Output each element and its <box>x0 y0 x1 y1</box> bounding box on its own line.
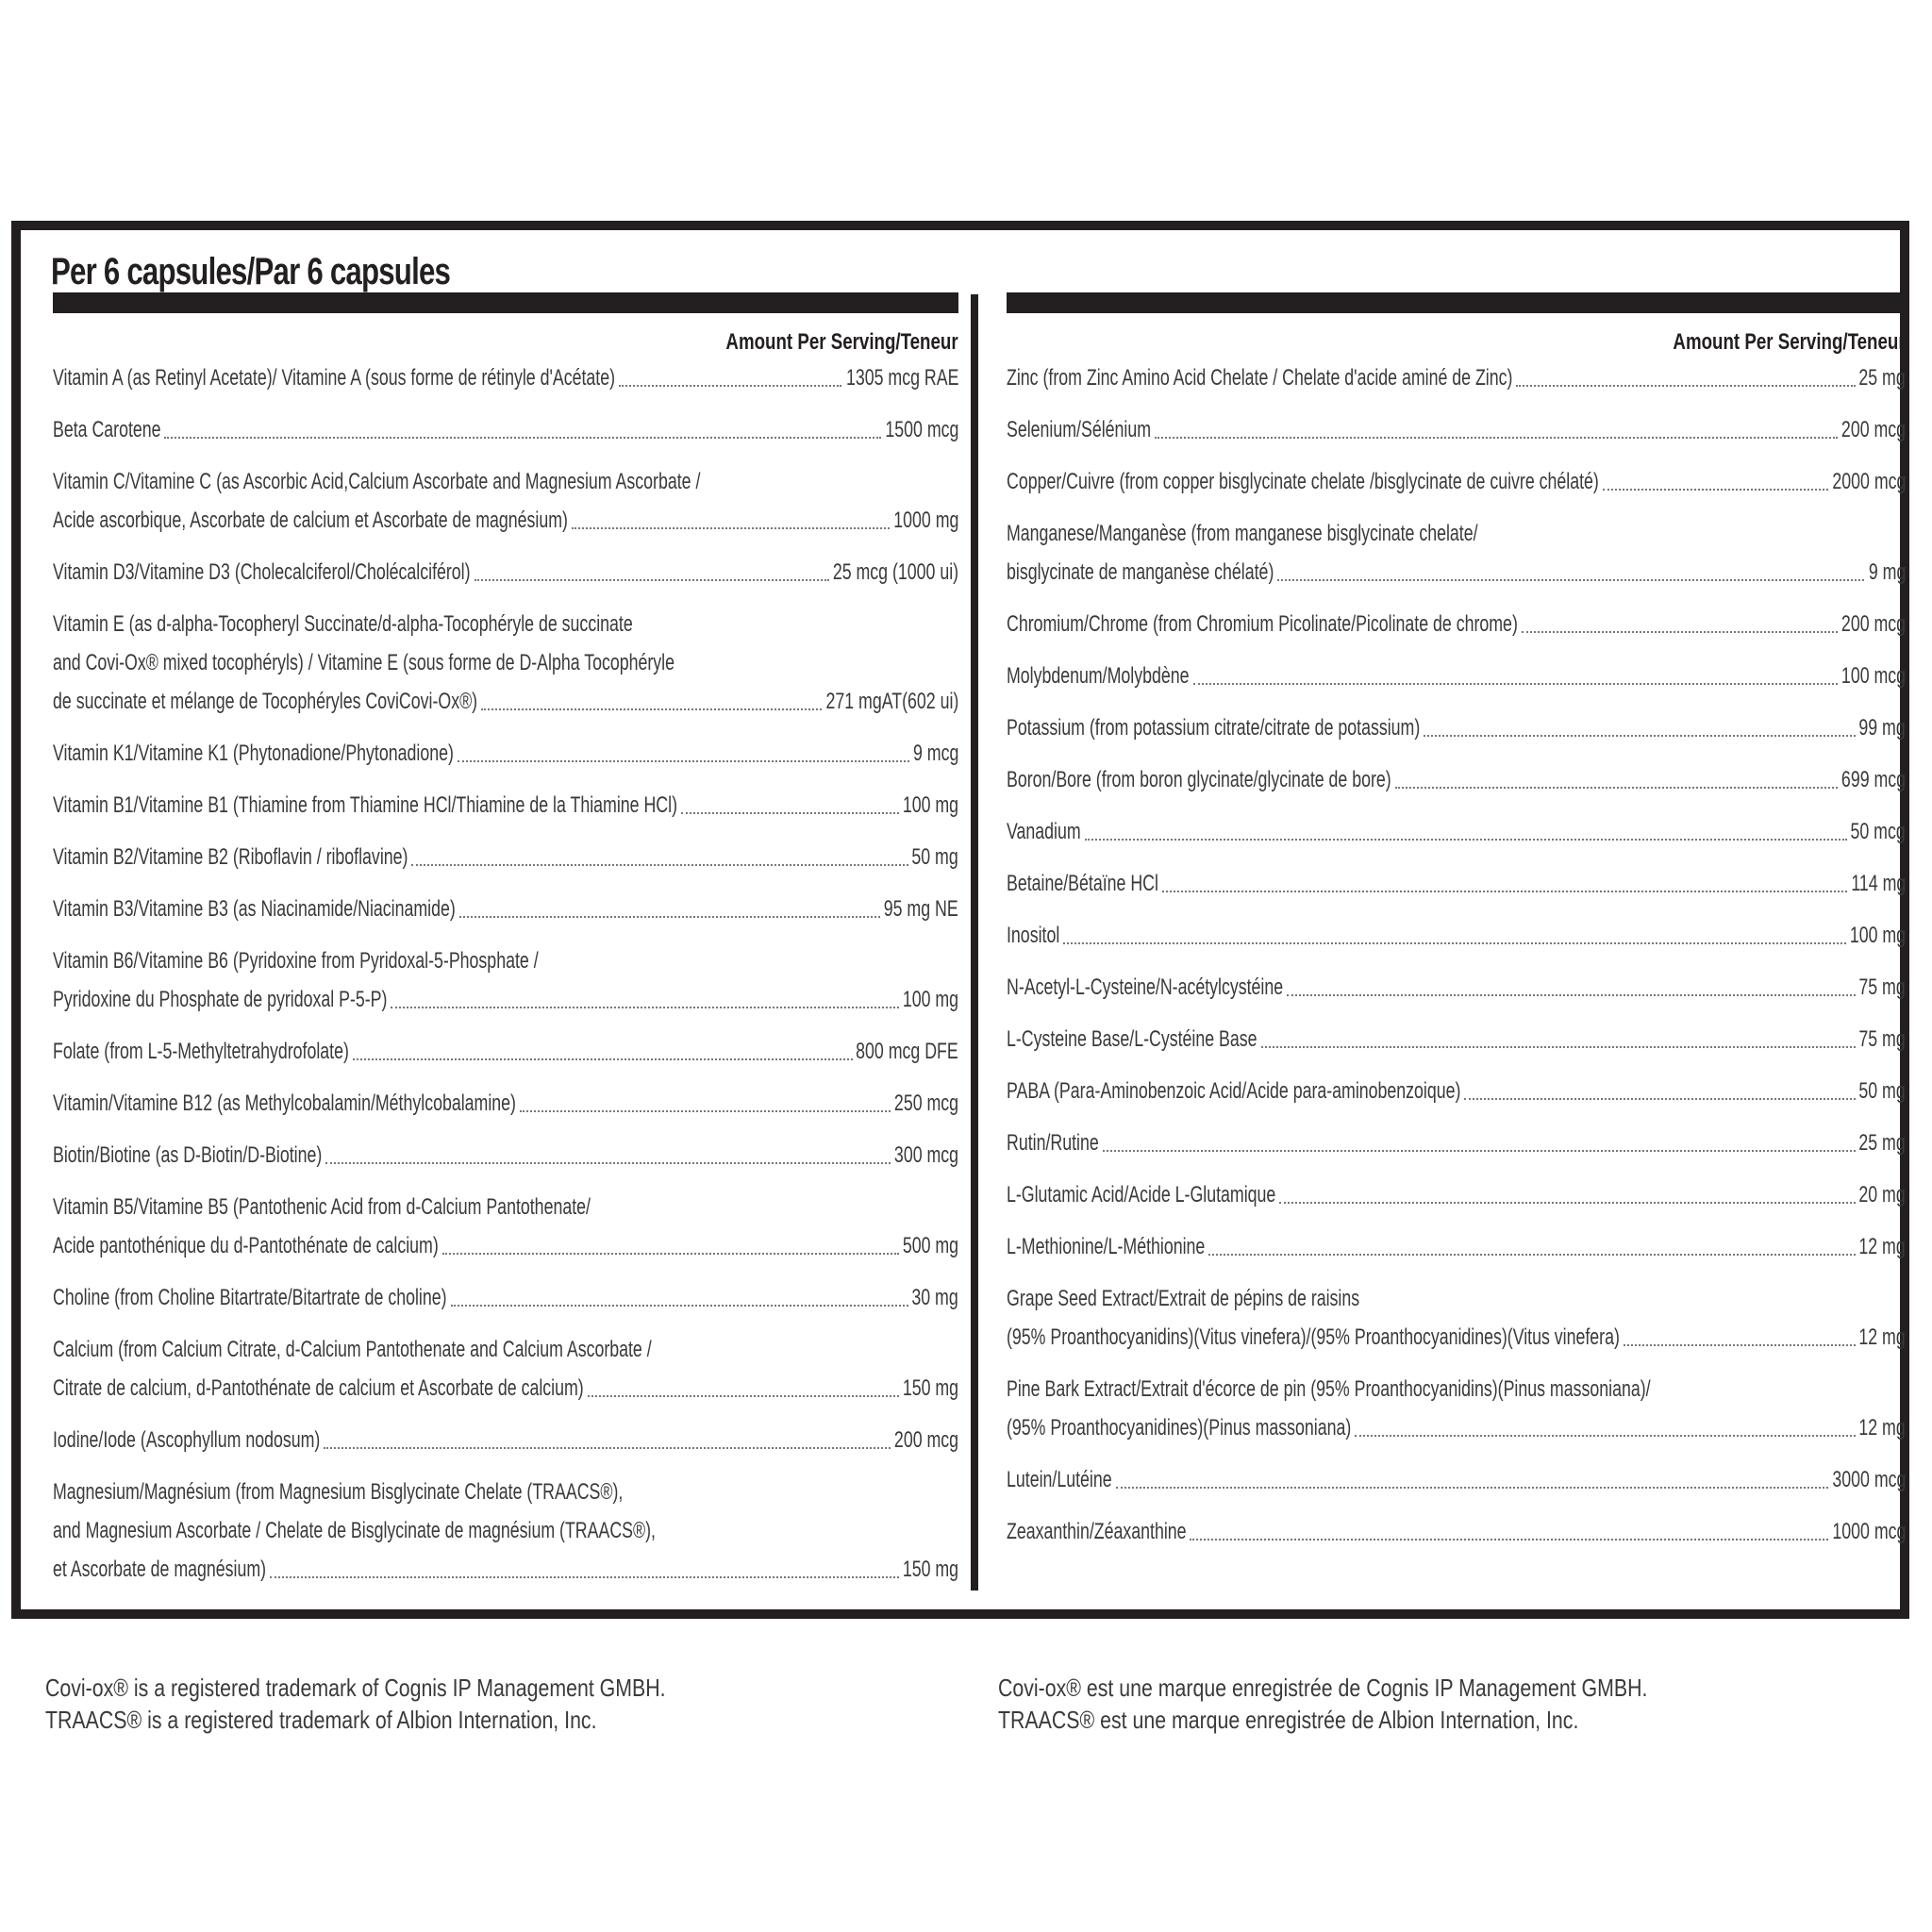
nutrient-line <box>53 980 958 1019</box>
nutrient-row <box>1007 358 1906 397</box>
nutrient-amount: 699 mcg <box>1840 767 1906 792</box>
nutrient-row <box>1007 410 1906 449</box>
nutrient-line <box>53 358 958 397</box>
nutrient-name: L-Cysteine Base/L-Cystéine Base <box>1007 1026 1257 1052</box>
nutrient-line <box>53 941 958 980</box>
nutrient-amount: 100 mg <box>1849 923 1906 948</box>
nutrient-name: (95% Proanthocyanidines)(Pinus massoniana) <box>1007 1415 1352 1441</box>
nutrient-line <box>53 605 958 643</box>
nutrient-amount: 200 mcg <box>893 1427 958 1453</box>
nutrient-name: Boron/Bore (from boron glycinate/glycinate de bore) <box>1007 767 1391 792</box>
nutrient-row <box>53 1421 958 1459</box>
dot-leader <box>588 1395 899 1397</box>
dot-leader <box>324 1447 891 1449</box>
nutrient-line <box>1007 514 1906 553</box>
nutrient-row <box>1007 1227 1906 1266</box>
nutrient-line <box>53 1278 958 1317</box>
nutrient-name: Lutein/Lutéine <box>1007 1467 1112 1492</box>
dot-leader <box>1116 1487 1828 1489</box>
nutrient-name: Potassium (from potassium citrate/citrate de potassium) <box>1007 715 1421 741</box>
nutrient-name: Citrate de calcium, d-Pantothénate de calcium et Ascorbate de calcium) <box>53 1375 584 1401</box>
trademark-line: TRAACS® est une marque enregistrée de Albion Internation, Inc. <box>998 1706 1579 1734</box>
dot-leader <box>1085 839 1847 841</box>
nutrient-amount: 50 mcg <box>1850 819 1906 844</box>
nutrient-amount: 9 mcg <box>912 741 958 766</box>
dot-leader <box>325 1162 891 1164</box>
nutrient-row <box>1007 1279 1906 1357</box>
nutrient-name: Calcium (from Calcium Citrate, d-Calcium Pantothenate and Calcium Ascorbate / <box>53 1337 652 1362</box>
nutrient-name: and Covi-Ox® mixed tocophéryls) / Vitamine E (sous forme de D-Alpha Tocophéryle <box>53 650 675 675</box>
nutrient-row <box>53 1136 958 1174</box>
right-nutrient-column <box>1007 292 1906 1564</box>
nutrient-row <box>53 941 958 1019</box>
nutrient-amount: 300 mcg <box>893 1142 958 1168</box>
nutrient-name: Zeaxanthin/Zéaxanthine <box>1007 1519 1187 1544</box>
dot-leader <box>1424 735 1855 737</box>
nutrient-line <box>53 1421 958 1459</box>
nutrient-row <box>53 1032 958 1071</box>
nutrient-name: Iodine/Iode (Ascophyllum nodosum) <box>53 1427 321 1453</box>
trademark-line: Covi-ox® est une marque enregistrée de Cognis IP Management GMBH. <box>998 1674 1648 1702</box>
nutrient-line <box>53 553 958 591</box>
nutrient-name: PABA (Para-Aminobenzoic Acid/Acide para-aminobenzoique) <box>1007 1078 1461 1104</box>
nutrient-line <box>1007 760 1906 799</box>
nutrient-line <box>53 838 958 876</box>
dot-leader <box>1624 1344 1856 1346</box>
nutrient-row <box>53 410 958 449</box>
nutrient-name: N-Acetyl-L-Cysteine/N-acétylcystéine <box>1007 974 1284 1000</box>
nutrient-name: Copper/Cuivre (from copper bisglycinate chelate /bisglycinate de cuivre chélaté) <box>1007 469 1599 494</box>
nutrient-amount: 1500 mcg <box>884 417 958 442</box>
nutrient-line <box>1007 1460 1906 1499</box>
nutrient-name: Vanadium <box>1007 819 1081 844</box>
dot-leader <box>411 864 908 866</box>
nutrient-line <box>53 462 958 501</box>
nutrient-line <box>1007 410 1906 449</box>
nutrient-name: and Magnesium Ascorbate / Chelate de Bisglycinate de magnésium (TRAACS®), <box>53 1518 656 1543</box>
dot-leader <box>1516 385 1855 387</box>
dot-leader <box>458 760 909 762</box>
dot-leader <box>1277 579 1864 581</box>
nutrient-name: Vitamin B1/Vitamine B1 (Thiamine from Thiamine HCl/Thiamine de la Thiamine HCl) <box>53 792 677 818</box>
nutrient-amount: 250 mcg <box>893 1091 958 1116</box>
nutrient-line <box>1007 657 1906 695</box>
dot-leader <box>1464 1098 1855 1100</box>
nutrient-line <box>1007 605 1906 643</box>
nutrient-line <box>1007 1072 1906 1110</box>
dot-leader <box>520 1110 891 1112</box>
nutrient-name: de succinate et mélange de Tocophéryles CoviCovi-Ox®) <box>53 689 478 714</box>
nutrient-amount: 100 mg <box>902 987 958 1012</box>
dot-leader <box>451 1305 908 1307</box>
supplement-facts-panel <box>11 221 1909 1619</box>
header-bar <box>1007 292 1906 313</box>
nutrient-line <box>1007 916 1906 955</box>
nutrient-amount: 25 mg <box>1858 365 1906 391</box>
nutrient-amount: 271 mgAT(602 ui) <box>825 689 958 714</box>
nutrient-name: Beta Carotene <box>53 417 161 442</box>
dot-leader <box>572 527 890 529</box>
nutrient-amount: 20 mg <box>1858 1182 1906 1208</box>
nutrient-amount: 30 mg <box>911 1285 958 1310</box>
nutrient-row <box>53 838 958 876</box>
nutrient-row <box>1007 462 1906 501</box>
nutrient-name: et Ascorbate de magnésium) <box>53 1557 267 1582</box>
nutrient-amount: 99 mg <box>1858 715 1906 741</box>
nutrient-name: Vitamin/Vitamine B12 (as Methylcobalamin/Méthylcobalamine) <box>53 1091 516 1116</box>
nutrient-row <box>53 1278 958 1317</box>
dot-leader <box>459 916 880 918</box>
dot-leader <box>1063 942 1845 944</box>
nutrient-row <box>1007 657 1906 695</box>
nutrient-line <box>53 1084 958 1123</box>
nutrient-line <box>53 1136 958 1174</box>
nutrient-line <box>53 643 958 682</box>
nutrient-row <box>53 786 958 824</box>
nutrient-row <box>1007 1072 1906 1110</box>
dot-leader <box>1190 1539 1827 1541</box>
nutrient-amount: 2000 mcg <box>1831 469 1906 494</box>
nutrient-line <box>1007 1227 1906 1266</box>
nutrient-line <box>1007 864 1906 903</box>
nutrient-amount: 200 mcg <box>1840 417 1906 442</box>
nutrient-row <box>1007 605 1906 643</box>
nutrient-line <box>53 501 958 540</box>
nutrient-row <box>1007 812 1906 851</box>
nutrient-name: Inositol <box>1007 923 1060 948</box>
nutrient-amount: 100 mg <box>902 792 958 818</box>
dot-leader <box>1162 891 1847 892</box>
dot-leader <box>442 1253 899 1255</box>
nutrient-row <box>53 553 958 591</box>
nutrient-name: Acide ascorbique, Ascorbate de calcium et Ascorbate de magnésium) <box>53 508 568 533</box>
nutrient-line <box>1007 1175 1906 1214</box>
left-nutrient-column <box>53 292 958 1602</box>
nutrient-line <box>53 1473 958 1511</box>
nutrient-line <box>1007 1279 1906 1318</box>
nutrient-name: Vitamin B5/Vitamine B5 (Pantothenic Acid from d-Calcium Pantothenate/ <box>53 1194 591 1220</box>
nutrient-list-right <box>1007 358 1906 1551</box>
nutrient-name: Zinc (from Zinc Amino Acid Chelate / Chelate d'acide aminé de Zinc) <box>1007 365 1513 391</box>
dot-leader <box>164 437 880 439</box>
nutrient-amount: 12 mg <box>1858 1324 1906 1350</box>
nutrient-line <box>53 1511 958 1550</box>
nutrient-amount: 25 mcg (1000 ui) <box>832 559 958 585</box>
nutrient-line <box>1007 812 1906 851</box>
nutrient-row <box>53 1084 958 1123</box>
dot-leader <box>619 385 841 387</box>
nutrient-amount: 200 mcg <box>1840 611 1906 637</box>
nutrient-name: Choline (from Choline Bitartrate/Bitartrate de choline) <box>53 1285 447 1310</box>
header-bar <box>53 292 958 313</box>
nutrient-name: Folate (from L-5-Methyltetrahydrofolate) <box>53 1039 349 1064</box>
nutrient-line <box>1007 358 1906 397</box>
nutrient-line <box>53 1369 958 1407</box>
nutrient-name: Grape Seed Extract/Extrait de pépins de raisins <box>1007 1286 1360 1311</box>
nutrient-line <box>1007 553 1906 591</box>
nutrient-amount: 95 mg NE <box>884 896 958 922</box>
nutrient-name: Vitamin K1/Vitamine K1 (Phytonadione/Phytonadione) <box>53 741 454 766</box>
amount-per-serving-header <box>1007 326 1906 358</box>
nutrient-name: Acide pantothénique du d-Pantothénate de calcium) <box>53 1233 439 1258</box>
nutrient-line <box>53 786 958 824</box>
nutrient-line <box>53 1330 958 1369</box>
nutrient-row <box>1007 916 1906 955</box>
serving-size-title: Per 6 capsules/Par 6 capsules <box>51 251 451 292</box>
nutrient-row <box>1007 1370 1906 1447</box>
dot-leader <box>1155 437 1838 439</box>
nutrient-name: Rutin/Rutine <box>1007 1130 1099 1156</box>
nutrient-line <box>1007 968 1906 1007</box>
nutrient-line <box>1007 1124 1906 1162</box>
trademark-notice-english <box>45 1672 802 1736</box>
nutrient-amount: 150 mg <box>902 1557 958 1582</box>
dot-leader <box>353 1058 853 1060</box>
nutrient-line <box>1007 1020 1906 1058</box>
nutrient-amount: 50 mg <box>911 844 958 870</box>
nutrient-row <box>1007 1512 1906 1551</box>
nutrient-name: L-Methionine/L-Méthionine <box>1007 1234 1206 1259</box>
column-divider <box>971 294 978 1591</box>
nutrient-row <box>1007 1124 1906 1162</box>
nutrient-amount: 500 mg <box>902 1233 958 1258</box>
nutrient-name: Betaine/Bétaïne HCl <box>1007 871 1158 896</box>
dot-leader <box>1103 1150 1856 1152</box>
nutrient-row <box>1007 760 1906 799</box>
nutrient-name: Pyridoxine du Phosphate de pyridoxal P-5-P) <box>53 987 388 1012</box>
nutrient-name: Vitamin B6/Vitamine B6 (Pyridoxine from Pyridoxal-5-Phosphate / <box>53 948 539 974</box>
nutrient-amount: 114 mg <box>1851 871 1906 896</box>
nutrient-name: Vitamin B3/Vitamine B3 (as Niacinamide/Niacinamide) <box>53 896 456 922</box>
nutrient-line <box>53 682 958 721</box>
nutrient-line <box>1007 1370 1906 1408</box>
dot-leader <box>1395 787 1838 789</box>
nutrient-name: Vitamin D3/Vitamine D3 (Cholecalciferol/Cholécalciférol) <box>53 559 471 585</box>
nutrient-row <box>1007 864 1906 903</box>
dot-leader <box>391 1007 898 1008</box>
nutrient-amount: 50 mg <box>1858 1078 1906 1104</box>
nutrient-amount: 150 mg <box>902 1375 958 1401</box>
nutrient-name: Pine Bark Extract/Extrait d'écorce de pin (95% Proanthocyanidins)(Pinus massoniana)/ <box>1007 1376 1651 1402</box>
nutrient-row <box>53 358 958 397</box>
nutrient-amount: 12 mg <box>1858 1415 1906 1441</box>
nutrient-row <box>53 1473 958 1589</box>
nutrient-line <box>1007 708 1906 747</box>
nutrient-name: Biotin/Biotine (as D-Biotin/D-Biotine) <box>53 1142 323 1168</box>
nutrient-amount: 75 mg <box>1858 974 1906 1000</box>
nutrient-amount: 12 mg <box>1858 1234 1906 1259</box>
nutrient-row <box>53 890 958 928</box>
nutrient-amount: 800 mcg DFE <box>856 1039 958 1064</box>
nutrient-row <box>53 605 958 721</box>
nutrient-line <box>53 890 958 928</box>
nutrient-row <box>1007 968 1906 1007</box>
nutrient-amount: 9 mg <box>1868 559 1906 585</box>
trademark-notice-french <box>998 1672 1790 1736</box>
nutrient-amount: 1000 mg <box>892 508 958 533</box>
dot-leader <box>1287 994 1856 996</box>
nutrient-line <box>53 1032 958 1071</box>
dot-leader <box>1193 683 1838 685</box>
dot-leader <box>1522 631 1838 633</box>
trademark-line: TRAACS® is a registered trademark of Albion Internation, Inc. <box>45 1706 597 1734</box>
trademark-line: Covi-ox® is a registered trademark of Cognis IP Management GMBH. <box>45 1674 666 1702</box>
nutrient-name: Chromium/Chrome (from Chromium Picolinate/Picolinate de chrome) <box>1007 611 1518 637</box>
nutrient-name: L-Glutamic Acid/Acide L-Glutamique <box>1007 1182 1276 1208</box>
nutrient-row <box>53 462 958 540</box>
nutrient-row <box>1007 1460 1906 1499</box>
nutrient-amount: 3000 mcg <box>1831 1467 1906 1492</box>
amount-per-serving-label: Amount Per Serving/Teneur <box>725 329 958 355</box>
nutrient-name: Molybdenum/Molybdène <box>1007 663 1190 689</box>
nutrient-name: Vitamin C/Vitamine C (as Ascorbic Acid,Calcium Ascorbate and Magnesium Ascorbate / <box>53 469 701 494</box>
nutrient-line <box>1007 1512 1906 1551</box>
nutrient-row <box>1007 514 1906 591</box>
nutrient-line <box>53 1188 958 1226</box>
nutrient-name: Vitamin E (as d-alpha-Tocopheryl Succinate/d-alpha-Tocophéryle de succinate <box>53 611 633 637</box>
nutrient-line <box>1007 462 1906 501</box>
nutrient-row <box>53 1188 958 1265</box>
amount-per-serving-header <box>53 326 958 358</box>
dot-leader <box>270 1576 899 1578</box>
nutrient-name: Magnesium/Magnésium (from Magnesium Bisglycinate Chelate (TRAACS®), <box>53 1479 624 1505</box>
nutrient-name: Manganese/Manganèse (from manganese bisglycinate chelate/ <box>1007 521 1478 546</box>
nutrient-line <box>53 734 958 773</box>
nutrient-row <box>1007 1020 1906 1058</box>
nutrient-amount: 25 mg <box>1858 1130 1906 1156</box>
nutrient-name: bisglycinate de manganèse chélaté) <box>1007 559 1274 585</box>
nutrient-name: Vitamin B2/Vitamine B2 (Riboflavin / riboflavine) <box>53 844 408 870</box>
nutrient-list-left <box>53 358 958 1589</box>
nutrient-line <box>53 410 958 449</box>
nutrient-amount: 75 mg <box>1858 1026 1906 1052</box>
nutrient-line <box>1007 1318 1906 1357</box>
nutrient-name: (95% Proanthocyanidins)(Vitus vinefera)/(95% Proanthocyanidines)(Vitus vinefera) <box>1007 1324 1620 1350</box>
nutrient-row <box>53 734 958 773</box>
dot-leader <box>1279 1202 1856 1204</box>
nutrient-row <box>53 1330 958 1407</box>
nutrient-amount: 1000 mcg <box>1831 1519 1906 1544</box>
nutrient-line <box>1007 1408 1906 1447</box>
dot-leader <box>1261 1046 1856 1048</box>
nutrient-row <box>1007 1175 1906 1214</box>
dot-leader <box>1208 1254 1855 1256</box>
dot-leader <box>1603 489 1828 491</box>
dot-leader <box>475 579 829 581</box>
nutrient-amount: 1305 mcg RAE <box>845 365 958 391</box>
nutrient-name: Vitamin A (as Retinyl Acetate)/ Vitamine A (sous forme de rétinyle d'Acétate) <box>53 365 616 391</box>
amount-per-serving-label: Amount Per Serving/Teneur <box>1673 329 1906 355</box>
nutrient-row <box>1007 708 1906 747</box>
dot-leader <box>681 812 899 814</box>
nutrient-line <box>53 1226 958 1265</box>
dot-leader <box>1355 1435 1856 1437</box>
nutrient-line <box>53 1550 958 1589</box>
dot-leader <box>481 708 822 710</box>
nutrient-name: Selenium/Sélénium <box>1007 417 1152 442</box>
nutrient-amount: 100 mcg <box>1840 663 1906 689</box>
